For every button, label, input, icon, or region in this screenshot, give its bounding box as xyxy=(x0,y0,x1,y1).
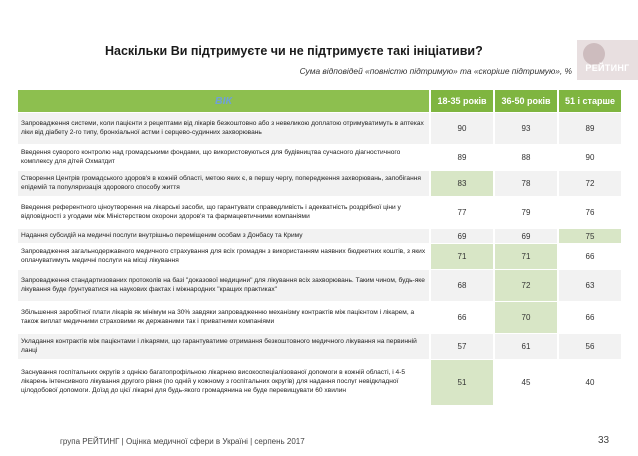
value-cell: 57 xyxy=(430,334,494,360)
value-cell: 51 xyxy=(430,360,494,406)
table-header-row xyxy=(18,90,622,113)
value-cell: 61 xyxy=(494,334,558,360)
rating-logo xyxy=(577,40,638,80)
row-label: Створення Центрів громадського здоров'я в кожній області, метою яких є, в першу чергу, попередження захворювань, запобігання епідемій та популяризація здорового способу життя xyxy=(18,171,430,197)
row-label: Запровадження системи, коли пацієнти з рецептами від лікарів безкоштовно або з невеликою доплатою отримуватимуть в аптеках ліки від діабету 2-го типу, бронхіальної астми і серцево-судинних захворювань xyxy=(18,113,430,145)
value-cell: 69 xyxy=(430,229,494,244)
value-cell: 70 xyxy=(494,302,558,334)
row-label: Надання субсидій на медичні послуги внутрішньо переміщеним особам з Донбасу та Криму xyxy=(18,229,430,244)
row-label: Запровадження стандартизованих протоколів на базі "доказової медицини" для лікування всіх захворювань. Таким чином, будь-яке лікування буде ґрунтуватися на наукових фактах і міжнародних "кращих практиках" xyxy=(18,270,430,302)
row-label: Запровадження загальнодержавного медичного страхування для всіх громадян з використанням наявних бюджетних коштів, з яких оплачуватимуть медичні послуги на місці лікування xyxy=(18,244,430,270)
value-cell: 66 xyxy=(430,302,494,334)
value-cell: 88 xyxy=(494,145,558,171)
value-cell: 75 xyxy=(558,229,622,244)
value-cell: 63 xyxy=(558,270,622,302)
table-row xyxy=(18,270,622,302)
table-row xyxy=(18,145,622,171)
header-col-3: 51 і старше xyxy=(558,90,622,113)
header-col-1: 18-35 років xyxy=(430,90,494,113)
header-col-2: 36-50 років xyxy=(494,90,558,113)
logo-mark-icon xyxy=(583,43,605,65)
value-cell: 69 xyxy=(494,229,558,244)
table-row xyxy=(18,334,622,360)
table-row xyxy=(18,302,622,334)
row-label: Введення суворого контролю над громадськими фондами, що використовуються для будівництва сучасного діагностичного комплексу для дітей Охматдит xyxy=(18,145,430,171)
support-table xyxy=(18,90,623,406)
value-cell: 56 xyxy=(558,334,622,360)
value-cell: 45 xyxy=(494,360,558,406)
value-cell: 71 xyxy=(494,244,558,270)
table-row xyxy=(18,229,622,244)
value-cell: 76 xyxy=(558,197,622,229)
chart-subtitle: Сума відповідей «повністю підтримую» та «скоріше підтримую», % xyxy=(299,66,572,76)
table-row xyxy=(18,360,622,406)
value-cell: 79 xyxy=(494,197,558,229)
row-label: Введення референтного ціноутворення на лікарські засоби, що гарантувати справедливість і адекватність роздрібної ціни у відповідності з угодами між Міністерством охорони здоров'я та фармацевтичними компаніями xyxy=(18,197,430,229)
table-body xyxy=(18,113,622,406)
value-cell: 78 xyxy=(494,171,558,197)
value-cell: 90 xyxy=(558,145,622,171)
value-cell: 72 xyxy=(494,270,558,302)
table-row xyxy=(18,244,622,270)
footer-text: група РЕЙТИНГ | Оцінка медичної сфери в Україні | серпень 2017 xyxy=(60,437,305,446)
value-cell: 40 xyxy=(558,360,622,406)
chart-title: Наскільки Ви підтримуєте чи не підтримуєте такі ініціативи? xyxy=(105,44,483,58)
logo-text: РЕЙТИНГ xyxy=(585,63,630,73)
row-label: Укладання контрактів між пацієнтами і лікарями, що гарантуватиме отримання безкоштовного медичного лікування на первинній ланці xyxy=(18,334,430,360)
value-cell: 68 xyxy=(430,270,494,302)
row-label: Збільшення заробітної плати лікарів як мінімум на 30% завдяки запровадженню механізму контрактів між пацієнтом і лікарем, а також виплат медичними страховими як державними так і приватними компаніями xyxy=(18,302,430,334)
value-cell: 89 xyxy=(430,145,494,171)
table-row xyxy=(18,113,622,145)
value-cell: 66 xyxy=(558,244,622,270)
value-cell: 93 xyxy=(494,113,558,145)
table-row xyxy=(18,197,622,229)
value-cell: 77 xyxy=(430,197,494,229)
page-number: 33 xyxy=(598,435,610,446)
value-cell: 83 xyxy=(430,171,494,197)
value-cell: 90 xyxy=(430,113,494,145)
row-label: Заснування госпітальних округів з однією багатопрофільною лікарнею високоспеціалізованої допомоги в кожній області, і 4-5 лікарень інтенсивного лікування другого рівня (по одній у кожному з госпітальних округів) для надання послуг невідкладної цілодобової допомоги. Доїзд до цієї лікарні для будь-якого громадянина не буде перевищувати 60 хвилин xyxy=(18,360,430,406)
header-age-label: ВІК xyxy=(18,90,430,113)
table-row xyxy=(18,171,622,197)
value-cell: 89 xyxy=(558,113,622,145)
value-cell: 71 xyxy=(430,244,494,270)
value-cell: 66 xyxy=(558,302,622,334)
value-cell: 72 xyxy=(558,171,622,197)
